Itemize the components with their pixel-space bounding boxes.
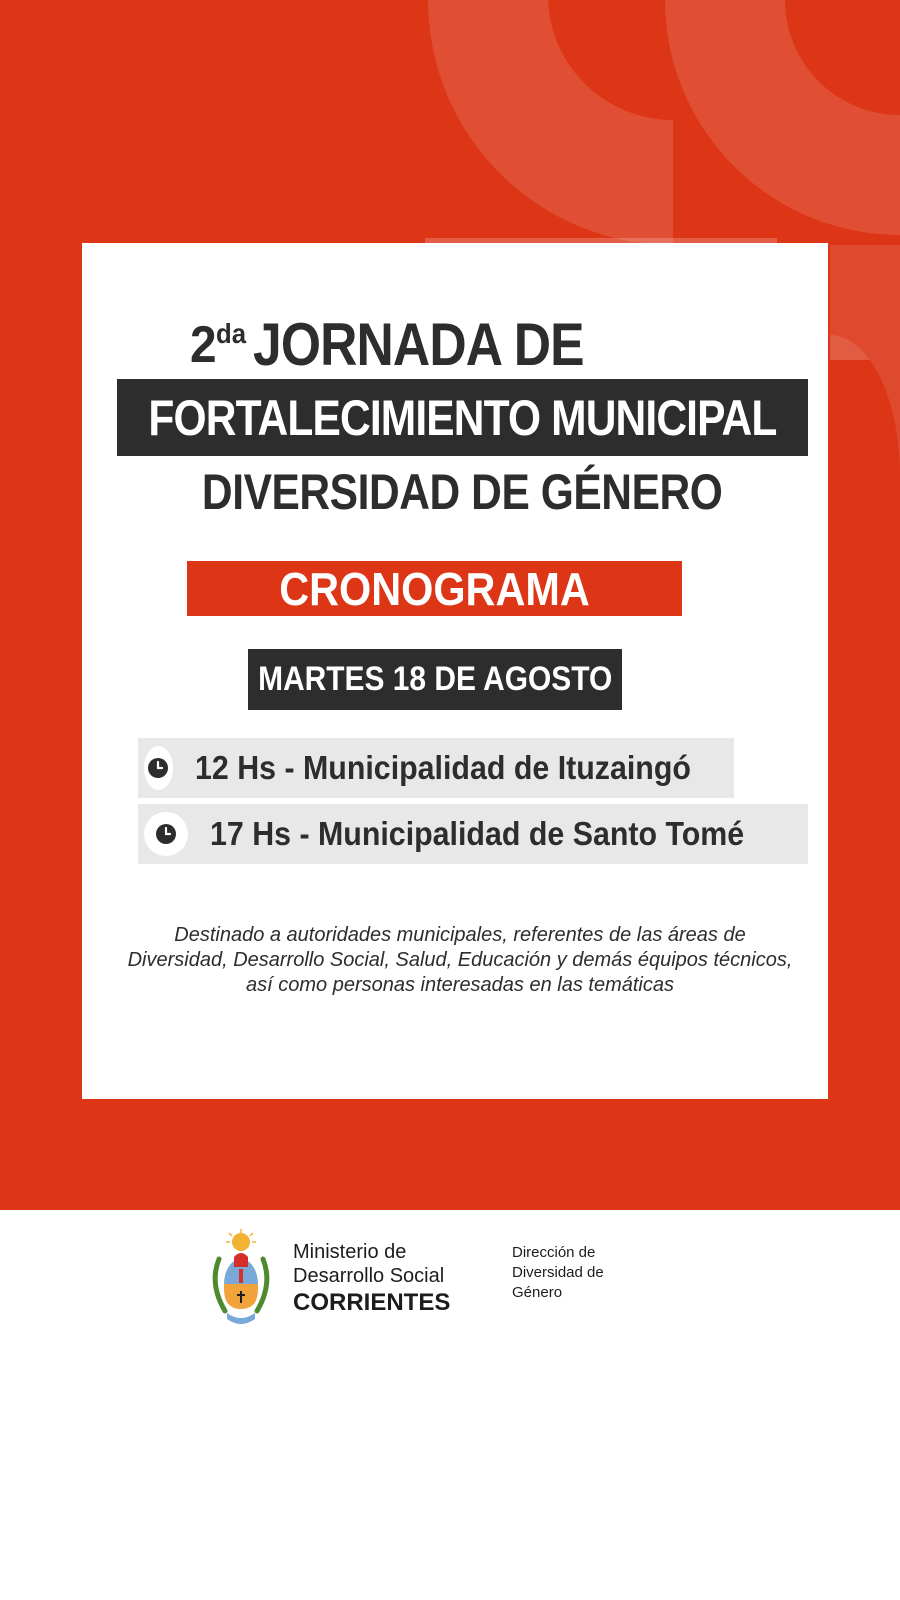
title-jornada: JORNADA DE [252,311,584,378]
section-label-bar [187,561,682,616]
direction-text [512,1243,642,1303]
ordinal-suffix: da [215,318,246,349]
description-line: Destinado a autoridades municipales, referentes de las áreas de [174,924,746,946]
direction-line-2: Diversidad de [512,1264,604,1281]
schedule-text: 17 Hs - Municipalidad de Santo Tomé [210,815,745,852]
ministry-logo-text [293,1240,450,1318]
clock-icon [144,746,173,790]
schedule-item [138,738,734,798]
title-fortalecimiento: FORTALECIMIENTO MUNICIPAL [148,389,777,446]
title-line-3 [117,462,808,522]
schedule-item [138,804,808,864]
ministry-line-2: Desarrollo Social [293,1265,445,1287]
title-line-2-bar [117,379,808,456]
direction-line-1: Dirección de [512,1244,596,1261]
date-label: MARTES 18 DE AGOSTO [257,660,613,698]
title-diversidad: DIVERSIDAD DE GÉNERO [202,464,723,520]
description-line: Diversidad, Desarrollo Social, Salud, Educación y demás équipos técnicos, [127,949,793,971]
ministry-line-1: Ministerio de [293,1241,407,1263]
ordinal-number: 2 [190,316,216,374]
title-line-1 [190,312,637,378]
schedule-text: 12 Hs - Municipalidad de Ituzaingó [194,749,691,786]
description [120,923,800,998]
coat-of-arms-icon [205,1229,277,1331]
ministry-line-3: CORRIENTES [293,1289,451,1316]
clock-icon [144,812,188,856]
direction-line-3: Género [512,1284,563,1301]
section-label: CRONOGRAMA [279,562,590,615]
description-line: así como personas interesadas en las temáticas [246,974,674,996]
date-label-bar [248,649,622,710]
